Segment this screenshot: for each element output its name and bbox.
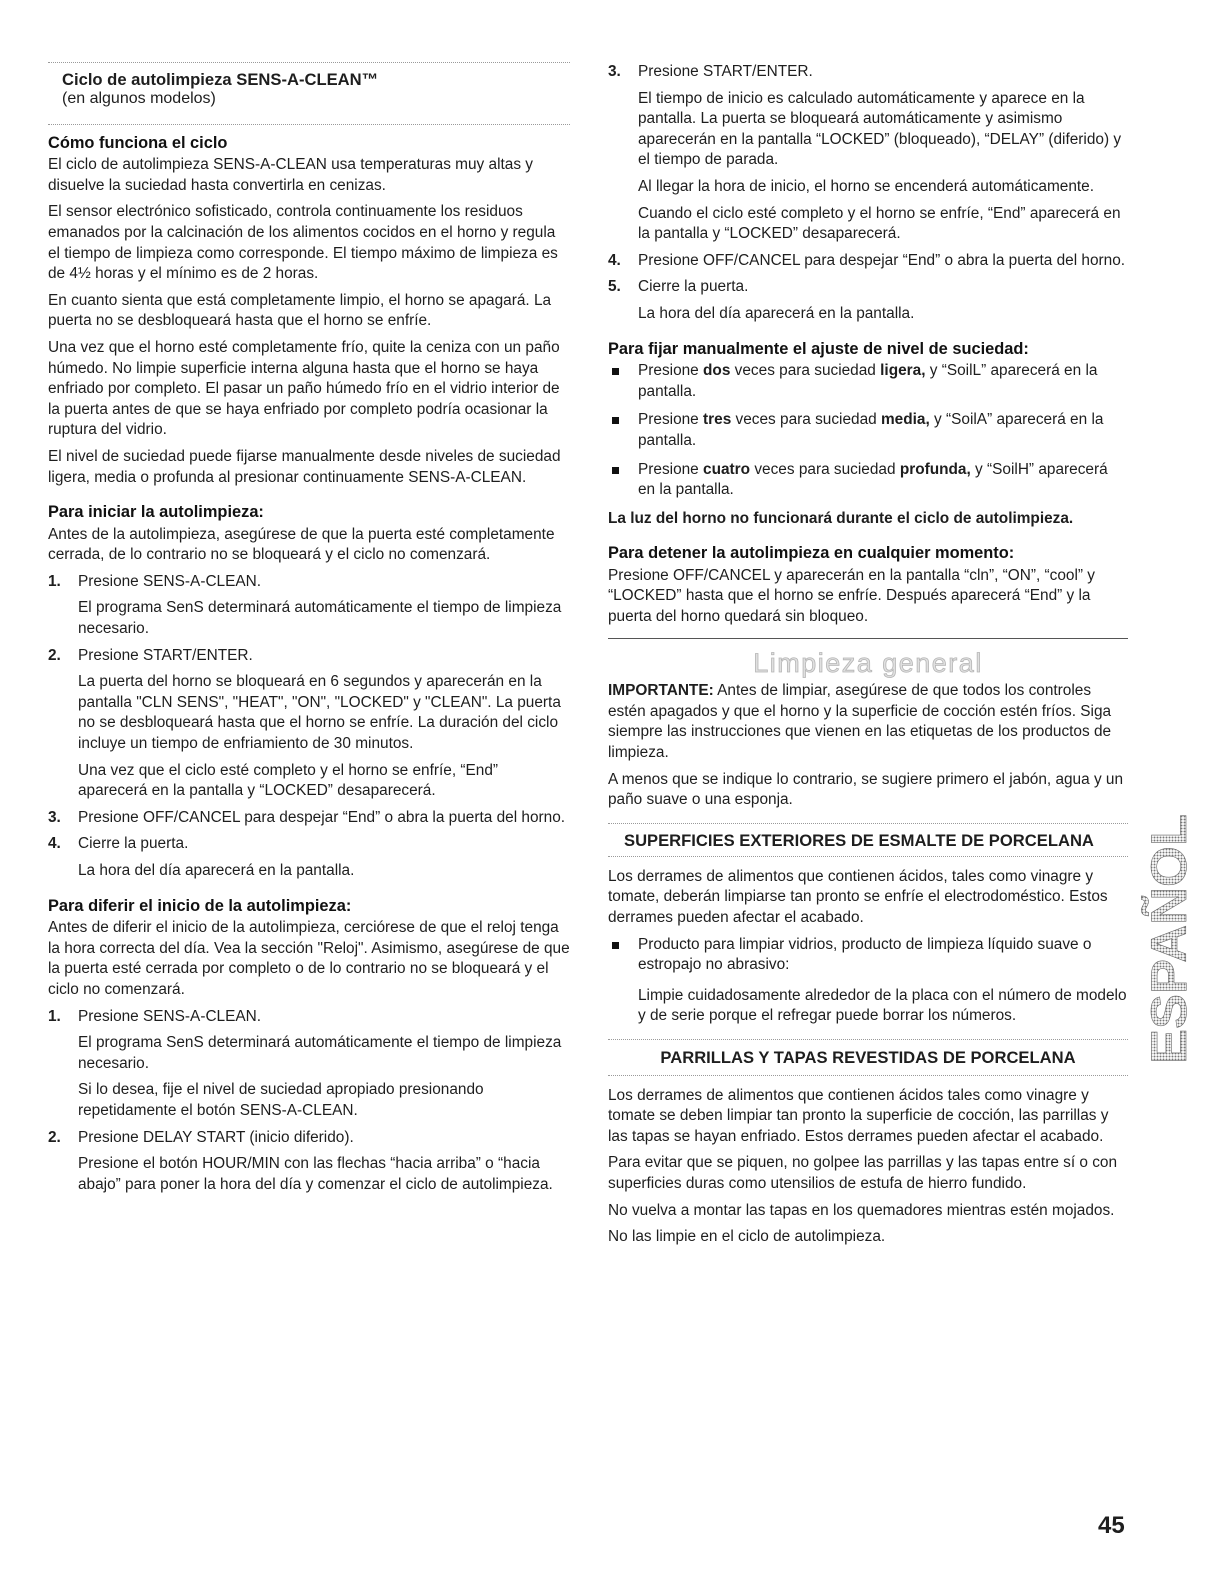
step-number: 4. (48, 835, 61, 853)
language-tab-graphic (1141, 808, 1197, 1068)
step-text: Presione SENS-A-CLEAN. (78, 572, 262, 590)
start-self-clean-heading: Para iniciar la autolimpieza: (48, 503, 264, 522)
paragraph: A menos que se indique lo contrario, se sugiere primero el jabón, agua y un paño suave o una esponja. (608, 770, 1124, 809)
manual-soil-level-heading: Para fijar manualmente el ajuste de nivel de suciedad: (608, 339, 1029, 358)
paragraph: No las limpie en el ciclo de autolimpieza. (608, 1228, 886, 1246)
paragraph: Para evitar que se piquen, no golpee las parrillas y las tapas entre sí o con superficies duras como utensilios de estufa de hierro fundido. (608, 1154, 1118, 1192)
oven-light-note: La luz del horno no funcionará durante el ciclo de autolimpieza. (608, 509, 1074, 527)
list-item (608, 251, 1128, 272)
step-detail: El programa SenS determinará automáticamente el tiempo de limpieza necesario. (78, 599, 562, 638)
step-detail: La puerta del horno se bloqueará en 6 segundos y aparecerán en la pantalla "CLN SENS", "HEAT", "ON", "LOCKED" y "CLEAN". La puerta no se desbloqueará hasta que el horno se enfríe. La duración del ciclo incluye un tiempo de enfriamiento de 30 minutos. (78, 673, 561, 753)
paragraph: El ciclo de autolimpieza SENS-A-CLEAN usa temperaturas muy altas y disuelve la suciedad hasta convertirla en cenizas. (48, 156, 534, 194)
paragraph: En cuanto sienta que está completamente limpio, el horno se apagará. La puerta no se desbloqueará hasta que el horno se enfríe. (48, 291, 552, 330)
important-paragraph: IMPORTANTE: Antes de limpiar, asegúrese de que todos los controles estén apagados y que el horno y la superficie de cocción estén fríos. Siga siempre las instrucciones que vienen en las etiquetas de los productos de limpieza. (608, 682, 1112, 762)
step-text: Cierre la puerta. (638, 278, 749, 296)
step-text: Presione SENS-A-CLEAN. (78, 1007, 262, 1025)
step-text: Presione DELAY START (inicio diferido). (78, 1128, 354, 1146)
section-title: Ciclo de autolimpieza SENS-A-CLEAN™ (62, 70, 379, 89)
step-detail: Si lo desea, fije el nivel de suciedad apropiado presionando repetidamente el botón SENS-A-CLEAN. (78, 1081, 484, 1119)
step-detail: Al llegar la hora de inicio, el horno se encenderá automáticamente. (638, 177, 1095, 195)
grates-section-title: PARRILLAS Y TAPAS REVESTIDAS DE PORCELANA (660, 1047, 1076, 1067)
paragraph: Antes de diferir el inicio de la autolimpieza, cerciórese de que el reloj tenga la hora correcta del día. Vea la sección "Reloj". Asimismo, asegúrese de que la puerta esté cerrada por completo o de lo contrario no se bloqueará y el ciclo no comenzará. (48, 919, 570, 998)
delay-start-heading: Para diferir el inicio de la autolimpieza: (48, 896, 352, 915)
start-steps-list (48, 572, 570, 882)
section-bottom-rule (48, 124, 570, 125)
how-it-works-heading: Cómo funciona el ciclo (48, 133, 228, 152)
left-column (48, 62, 570, 1201)
step-number: 3. (608, 63, 621, 80)
step-detail: Presione el botón HOUR/MIN con las flechas “hacia arriba” o “hacia abajo” para poner la hora del día y comenzar el ciclo de autolimpieza. (78, 1155, 553, 1193)
step-number: 2. (48, 1128, 61, 1146)
section-bottom-rule (608, 1075, 1128, 1076)
step-number: 2. (48, 646, 61, 664)
step-number: 3. (48, 808, 61, 826)
list-item (48, 572, 570, 640)
step-number: 1. (48, 572, 61, 590)
list-item (48, 1007, 570, 1122)
step-detail: Una vez que el ciclo esté completo y el horno se enfríe, “End” aparecerá en la pantalla y “LOCKED” desaparecerá. (78, 761, 499, 800)
language-side-tab (1141, 808, 1197, 1068)
language-label: ESPAÑOL (1141, 826, 1197, 1064)
list-item (48, 834, 570, 881)
paragraph: Una vez que el horno esté completamente frío, quite la ceniza con un paño húmedo. No limpie superficie interna alguna hasta que el horno se haya enfriado por completo. El pasar un paño húmedo frío en el vidrio interior de la puerta antes de que se haya enfriado por completo podría ocasionar la ruptura del vidrio. (48, 338, 560, 439)
list-item: Presione tres veces para suciedad media, y “SoilA” aparecerá en la pantalla. (608, 410, 1128, 451)
step-detail: Cuando el ciclo esté completo y el horno se enfríe, “End” aparecerá en la pantalla y “LOCKED” desaparecerá. (638, 204, 1121, 243)
step-number: 4. (608, 251, 621, 269)
list-item (608, 277, 1128, 324)
list-item (48, 646, 570, 802)
step-text: Presione OFF/CANCEL para despejar “End” o abra la puerta del horno. (638, 251, 1126, 269)
step-text: Cierre la puerta. (78, 835, 189, 853)
paragraph: Presione OFF/CANCEL y aparecerán en la pantalla “cln”, “ON”, “cool” y “LOCKED” hasta que el horno se enfríe. Después aparecerá “End” y la puerta del horno quedará sin bloqueo. (608, 566, 1095, 626)
step-text: Presione OFF/CANCEL para despejar “End” o abra la puerta del horno. (78, 808, 566, 826)
bullet-text: Producto para limpiar vidrios, producto de limpieza líquido suave o estropajo no abrasivo: (638, 935, 1092, 974)
step-number: 1. (48, 1007, 61, 1025)
step-detail: La hora del día aparecerá en la pantalla. (78, 862, 355, 879)
step-detail: El programa SenS determinará automáticamente el tiempo de limpieza necesario. (78, 1034, 562, 1072)
step-text: Presione START/ENTER. (78, 646, 253, 664)
step-detail: La hora del día aparecerá en la pantalla. (638, 304, 915, 322)
section-bottom-rule (608, 856, 1128, 857)
paragraph: El nivel de suciedad puede fijarse manualmente desde niveles de suciedad ligera, media o profunda al presionar continuamente SENS-A-CLEAN. (48, 447, 561, 486)
list-item (608, 935, 1128, 1027)
right-column (608, 62, 1128, 1254)
paragraph: Antes de la autolimpieza, asegúrese de que la puerta esté completamente cerrada, de lo contrario no se bloqueará y el ciclo no comenzará. (48, 525, 555, 564)
list-item (48, 808, 570, 829)
page-number: 45 (1098, 1512, 1125, 1539)
list-item: Presione cuatro veces para suciedad profunda, y “SoilH” aparecerá en la pantalla. (608, 460, 1128, 501)
step-text: Presione START/ENTER. (638, 63, 813, 80)
section-divider (608, 638, 1128, 639)
list-item: Presione dos veces para suciedad ligera, y “SoilL” aparecerá en la pantalla. (608, 361, 1128, 402)
paragraph: Los derrames de alimentos que contienen ácidos tales como vinagre y tomate se deben limpiar tan pronto la superficie de cocción, las parrillas y las tapas se hayan enfriado. Estos derrames pueden afectar el acabado. (608, 1086, 1109, 1145)
list-item (608, 62, 1128, 245)
paragraph: El sensor electrónico sofisticado, controla continuamente los residuos emanados por la calcinación de los alimentos cocidos en el horno y regula el tiempo de limpieza como corresponde. El tiempo máximo de limpieza es de 4½ horas y el mínimo es de 2 horas. (48, 203, 558, 283)
step-number: 5. (608, 278, 621, 296)
section-subtitle: (en algunos modelos) (62, 90, 216, 107)
enamel-section-title: SUPERFICIES EXTERIORES DE ESMALTE DE PORCELANA (624, 830, 1094, 850)
list-item (48, 1128, 570, 1196)
stop-self-clean-heading: Para detener la autolimpieza en cualquier momento: (608, 544, 1015, 563)
delay-steps-list (48, 1007, 570, 1196)
self-clean-section-header (48, 63, 570, 116)
delay-steps-continued (608, 62, 1128, 325)
paragraph: No vuelva a montar las tapas en los quemadores mientras estén mojados. (608, 1201, 1115, 1219)
soil-level-list (608, 361, 1128, 501)
important-label: IMPORTANTE: (608, 682, 714, 700)
general-cleaning-title: Limpieza general (753, 647, 983, 678)
bullet-detail: Limpie cuidadosamente alrededor de la placa con el número de modelo y de serie porque el refregar puede borrar los números. (638, 986, 1127, 1025)
paragraph: Los derrames de alimentos que contienen ácidos, tales como vinagre y tomate, deberán limpiarse tan pronto se enfríe el electrodoméstico. Estos derrames pueden afectar el acabado. (608, 867, 1108, 926)
enamel-cleaner-list (608, 935, 1128, 1027)
step-detail: El tiempo de inicio es calculado automáticamente y aparece en la pantalla. La puerta se bloqueará automáticamente y asimismo aparecerán en la pantalla “LOCKED” (bloqueado), “DELAY” (diferido) y el tiempo de parada. (638, 89, 1122, 169)
